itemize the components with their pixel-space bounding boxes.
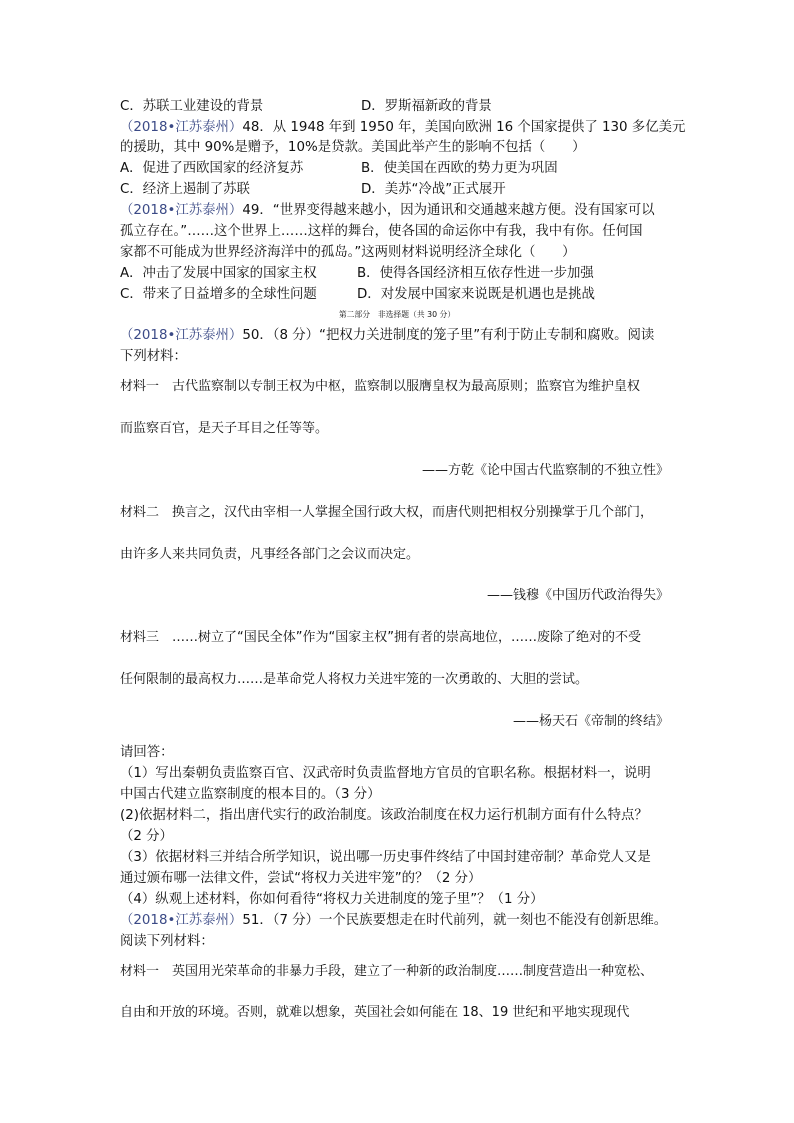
part-two-heading: 第二部分 非选择题（共 30 分） (338, 310, 456, 319)
material-1-citation: ——方乾《论中国古代监察制的不独立性》 (421, 463, 669, 478)
material-3-line: 任何限制的最高权力……是革命党人将权力关进牢笼的一次勇敢的、大胆的尝试。 (120, 672, 589, 687)
q49-option-d: D．对发展中国家来说既是机遇也是挑战 (357, 287, 595, 302)
question-51-stem-cont: 阅读下列材料： (120, 934, 214, 949)
question-source: （2018•江苏泰州） (120, 120, 243, 135)
question-source: （2018•江苏泰州） (120, 328, 243, 343)
question-50-stem: （2018•江苏泰州）50．（8 分）“把权力关进制度的笼子里”有利于防止专制和腐败。阅读 (120, 328, 655, 343)
material-3-citation: ——杨天石《帝制的终结》 (512, 714, 669, 729)
sub-question-3-cont: 通过颁布哪一法律文件，尝试“将权力关进牢笼”的？（2 分） (120, 871, 482, 886)
q49-option-b: B．使得各国经济相互依存性进一步加强 (357, 266, 594, 281)
q48-option-a: A．促进了西欧国家的经济复苏 (120, 161, 304, 176)
question-source: （2018•江苏泰州） (120, 913, 243, 928)
material-3-line: 材料三 ……树立了“国民全体”作为“国家主权”拥有者的崇高地位，……废除了绝对的不受 (120, 630, 641, 645)
q48-option-b: B．使美国在西欧的势力更为巩固 (361, 161, 558, 176)
question-49-stem-cont: 孤立存在。”……这个世界上……这样的舞台，使各国的命运你中有我，我中有你。任何国 (120, 224, 643, 239)
sub-question-1-cont: 中国古代建立监察制度的根本目的。（3 分） (120, 787, 381, 802)
question-source: （2018•江苏泰州） (120, 203, 243, 218)
material-2-line: 材料二 换言之，汉代由宰相一人掌握全国行政大权，而唐代则把相权分别操掌于几个部门， (120, 505, 654, 520)
answer-prompt: 请回答： (120, 745, 174, 760)
sub-question-3: （3）依据材料三并结合所学知识，说出哪一历史事件终结了中国封建帝制？革命党人又是 (120, 850, 651, 865)
question-48-stem-cont: 的援助，其中 90%是赠予，10%是贷款。美国此举产生的影响不包括（ ） (120, 140, 586, 155)
question-51-stem: （2018•江苏泰州）51．（7 分）一个民族要想走在时代前列，就一刻也不能没有创新思维。 (120, 913, 668, 928)
question-49-stem: （2018•江苏泰州）49．“世界变得越来越小，因为通讯和交通越来越方便。没有国家可以 (120, 203, 655, 218)
q49-option-a: A．冲击了发展中国家的国家主权 (120, 266, 317, 281)
sub-question-2-cont: （2 分） (120, 829, 173, 844)
material-1-line: 而监察百官，是天子耳目之任等等。 (120, 421, 329, 436)
material-1-line: 材料一 古代监察制以专制王权为中枢，监察制以服膺皇权为最高原则；监察官为维护皇权 (120, 379, 641, 394)
question-50-stem-cont: 下列材料： (120, 349, 187, 364)
material-1-line: 材料一 英国用光荣革命的非暴力手段，建立了一种新的政治制度……制度营造出一种宽松、 (120, 964, 654, 979)
material-2-citation: ——钱穆《中国历代政治得失》 (486, 588, 669, 603)
question-48-stem: （2018•江苏泰州）48．从 1948 年到 1950 年，美国向欧洲 16 个国家提供了 130 多亿美元 (120, 120, 686, 135)
sub-question-2: (2)依据材料二，指出唐代实行的政治制度。该政治制度在权力运行机制方面有什么特点？ (120, 808, 648, 823)
sub-question-4: （4）纵观上述材料，你如何看待“将权力关进制度的笼子里”？（1 分） (120, 892, 544, 907)
material-1-line: 自由和开放的环境。否则，就难以想象，英国社会如何能在 18、19 世纪和平地实现现代 (120, 1005, 630, 1020)
material-2-line: 由许多人来共同负责，凡事经各部门之会议而决定。 (120, 547, 420, 562)
question-49-stem-cont: 家都不可能成为世界经济海洋中的孤岛。”这两则材料说明经济全球化（ ） (120, 245, 576, 260)
sub-question-1: （1）写出秦朝负责监察百官、汉武帝时负责监督地方官员的官职名称。根据材料一，说明 (120, 766, 651, 781)
q48-option-d: D．美苏“冷战”正式展开 (361, 182, 506, 197)
q49-option-c: C．带来了日益增多的全球性问题 (120, 287, 317, 302)
q47-option-c: C．苏联工业建设的背景 (120, 99, 264, 114)
q48-option-c: C．经济上遏制了苏联 (120, 182, 250, 197)
q47-option-d: D．罗斯福新政的背景 (361, 99, 492, 114)
